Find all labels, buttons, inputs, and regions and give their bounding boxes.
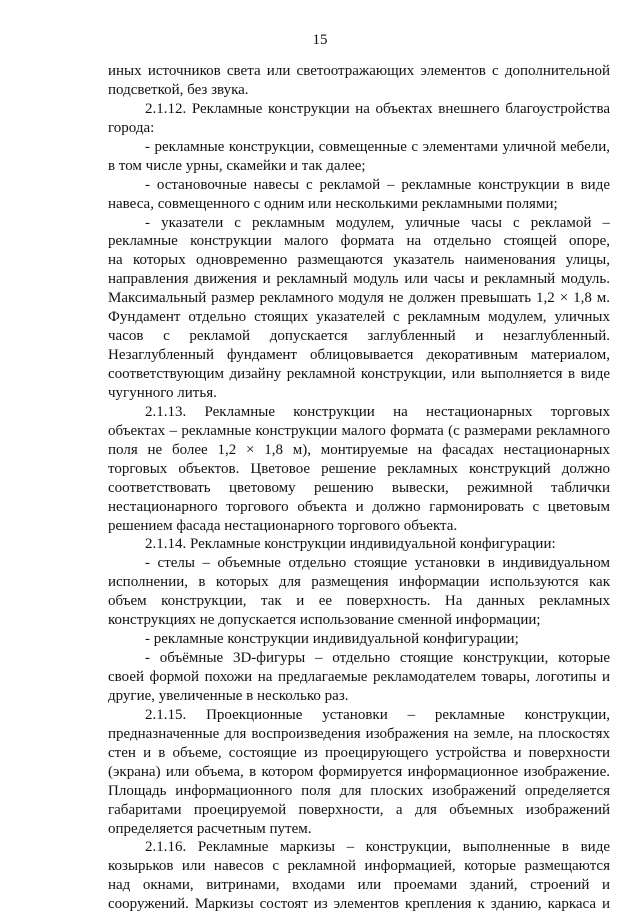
text-line: - рекламные конструкции, совмещенные с элементами уличной мебели, (145, 138, 610, 155)
text-line: иных источников света или светоотражающих элементов с дополнительной (108, 63, 610, 79)
text-line: на которых одновременно размещаются указатель наименования улицы, (108, 252, 610, 269)
text-line: козырьков или навесов с рекламной информацией, которые размещаются (108, 858, 610, 875)
text-line: Площадь информационного поля для плоских изображений определяется (108, 782, 610, 799)
text-line: 2.1.13. Рекламные конструкции на нестационарных торговых (145, 403, 610, 420)
text-line: чугунного литья. (108, 384, 217, 401)
text-line: - стелы – объемные отдельно стоящие установки в индивидуальном (145, 555, 610, 572)
text-line: - рекламные конструкции индивидуальной конфигурации; (145, 631, 519, 648)
text-line: нестационарного торгового объекта и должно гармонировать с цветовым (108, 498, 610, 515)
text-line: (экрана) или объема, в котором формируется информационное изображение. (108, 763, 610, 780)
text-line: Максимальный размер рекламного модуля не должен превышать 1,2 × 1,8 м. (108, 290, 610, 307)
text-line: направления движения и рекламный модуль или часы и рекламный модуль. (108, 271, 610, 288)
text-line: над окнами, витринами, входами или проемами зданий, строений и (108, 877, 610, 894)
text-line: исполнении, в которых для размещения информации используются как (108, 574, 610, 591)
text-line: - остановочные навесы с рекламой – рекламные конструкции в виде (145, 176, 610, 193)
text-line: предназначенные для воспроизведения изображения на земле, на плоскостях (108, 725, 610, 742)
text-line: города: (108, 119, 155, 136)
text-line: часов с рекламой допускается заглубленный и незаглубленный. (108, 328, 610, 345)
text-line: определяется расчетным путем. (108, 820, 312, 837)
text-line: 2.1.14. Рекламные конструкции индивидуальной конфигурации: (145, 536, 556, 553)
text-line: решением фасада нестационарного торгового объекта. (108, 517, 458, 534)
text-line: другие, увеличенные в несколько раз. (108, 687, 349, 704)
text-line: торговых объектов. Цветовое решение рекламных конструкций должно (108, 460, 610, 477)
text-line: стен и в объеме, состоящие из проецирующего устройства и поверхности (108, 744, 610, 761)
text-line: конструкциях не допускается использование сменной информации; (108, 612, 541, 629)
text-line: соответствовать цветовому решению вывески, режимной таблички (108, 479, 610, 496)
text-line: объем конструкции, так и ее поверхность. На данных рекламных (108, 593, 610, 610)
text-line: соответствующим дизайну рекламной конструкции, или выполняется в виде (108, 366, 610, 382)
text-line: габаритами проецируемой поверхности, а для объемных изображений (108, 801, 610, 818)
text-line: своей формой похожи на предлагаемые рекламодателем товары, логотипы и (108, 669, 610, 685)
text-line: 2.1.16. Рекламные маркизы – конструкции, выполненные в виде (145, 839, 610, 856)
text-line: - объёмные 3D-фигуры – отдельно стоящие конструкции, которые (145, 650, 610, 667)
page-number: 15 (312, 32, 328, 48)
text-line: в том числе урны, скамейки и так далее; (108, 157, 366, 174)
text-line: Фундамент отдельно стоящих указателей с рекламным модулем, уличных (108, 309, 610, 326)
text-line: навеса, совмещенного с одним или несколькими рекламными полями; (108, 195, 558, 212)
text-line: рекламные конструкции малого формата на отдельно стоящей опоре, (108, 233, 610, 250)
text-line: сооружений. Маркизы состоят из элементов крепления к зданию, каркаса и (108, 896, 610, 913)
text-line: объектах – рекламные конструкции малого формата (с размерами рекламного (108, 422, 610, 439)
text-line: поля не более 1,2 × 1,8 м), монтируемые на фасадах нестационарных (108, 441, 610, 458)
text-line: 2.1.15. Проекционные установки – рекламные конструкции, (145, 706, 610, 723)
text-line: 2.1.12. Рекламные конструкции на объектах внешнего благоустройства (145, 100, 610, 117)
text-line: подсветкой, без звука. (108, 81, 249, 98)
text-line: - указатели с рекламным модулем, уличные часы с рекламой – (145, 214, 610, 231)
body-text (108, 62, 610, 914)
text-line: Незаглубленный фундамент облицовывается декоративным материалом, (108, 347, 610, 364)
